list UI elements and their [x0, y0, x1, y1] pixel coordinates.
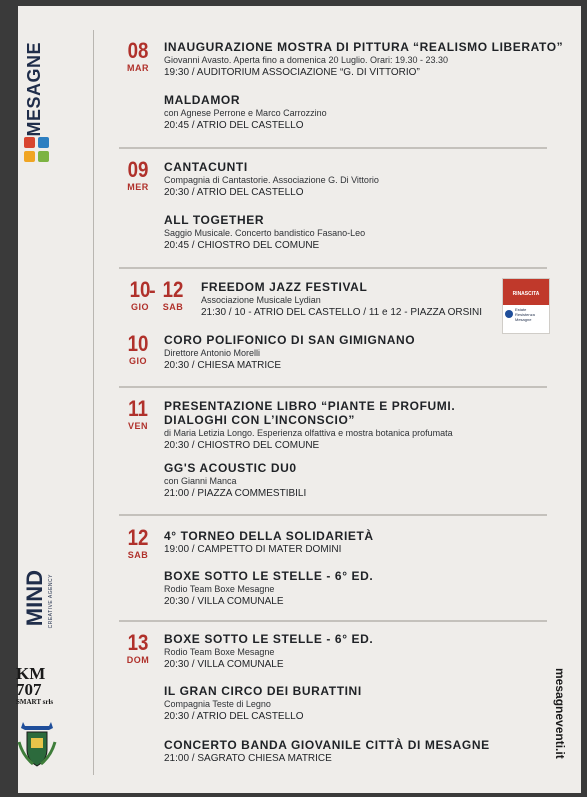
home-icon [38, 137, 49, 148]
event-subtitle: Rodio Team Boxe Mesagne [164, 584, 275, 594]
event [164, 40, 563, 79]
event-time-place: 20:30 / CHIESA MATRICE [164, 360, 282, 371]
section-separator [119, 147, 547, 149]
day-number: 09 [127, 157, 149, 182]
event-subtitle: Saggio Musicale. Concerto bandistico Fasano-Leo [164, 228, 366, 238]
rinascita-logo [502, 278, 550, 334]
event-time-place: 20:30 / ATRIO DEL CASTELLO [164, 187, 304, 198]
city-crest-icon [17, 722, 57, 770]
event-title: PRESENTAZIONE LIBRO “PIANTE E PROFUMI. [164, 399, 456, 413]
date-13 [122, 632, 154, 666]
mind-logo [22, 570, 72, 645]
event-time-place: 21:00 / SAGRATO CHIESA MATRICE [164, 753, 332, 764]
section-separator [119, 267, 547, 269]
event-subtitle: Compagnia di Cantastorie. Associazione G. Di Vittorio [164, 175, 379, 185]
rinascita-subtitle: Estate Resistenza Mesagne [515, 307, 535, 322]
website-url[interactable]: mesagneventi.it [553, 668, 567, 759]
date-08 [122, 40, 154, 74]
weekday: SAB [162, 302, 184, 312]
event-title: CORO POLIFONICO DI SAN GIMIGNANO [164, 333, 416, 347]
event-subtitle: con Agnese Perrone e Marco Carrozzino [164, 108, 327, 118]
brand-name: MESAGNE [24, 42, 44, 137]
event-title: BOXE SOTTO LE STELLE - 6° ED. [164, 632, 374, 646]
date-11 [122, 398, 154, 432]
play-icon [24, 137, 35, 148]
mind-logo-subtitle: CREATIVE AGENCY [48, 574, 54, 629]
day-number: 12 [127, 525, 149, 550]
rinascita-dot-icon [505, 310, 513, 318]
weekday: SAB [127, 550, 149, 560]
event-time-place: 20:45 / CHIOSTRO DEL COMUNE [164, 240, 320, 251]
event [164, 213, 365, 252]
event-title: MALDAMOR [164, 93, 241, 107]
weekday: MER [127, 182, 149, 192]
event [164, 569, 373, 608]
event [164, 684, 362, 723]
date-12-range [158, 279, 188, 313]
event-title: IL GRAN CIRCO DEI BURATTINI [164, 684, 362, 698]
weekday: MAR [127, 63, 149, 73]
event-subtitle: Giovanni Avasto. Aperta fino a domenica 20 Luglio. Orari: 19.30 - 23.30 [164, 55, 449, 65]
weekday: GIO [128, 356, 147, 366]
day-number: 11 [128, 396, 148, 421]
day-number: 10 [127, 331, 149, 356]
brand-icons [24, 137, 50, 163]
event [164, 93, 327, 132]
day-number: 13 [127, 630, 149, 655]
event-title: 4° TORNEO DELLA SOLIDARIETÀ [164, 529, 374, 543]
event-time-place: 21:00 / PIAZZA COMMESTIBILI [164, 488, 307, 499]
event-time-place: 20:30 / VILLA COMUNALE [164, 596, 284, 607]
event-subtitle: con Gianni Manca [164, 476, 237, 486]
event-title: FREEDOM JAZZ FESTIVAL [201, 280, 368, 294]
event [164, 399, 455, 452]
vertical-divider [93, 30, 94, 775]
day-number: 10 [129, 277, 151, 302]
event-subtitle: Rodio Team Boxe Mesagne [164, 647, 275, 657]
section-separator [119, 514, 547, 516]
day-number: 08 [127, 38, 149, 63]
event-title: GG'S ACOUSTIC DU0 [164, 461, 297, 475]
event-subtitle: Compagnia Teste di Legno [164, 699, 271, 709]
event [164, 738, 490, 765]
event-time-place: 19:30 / AUDITORIUM ASSOCIAZIONE “G. DI VITTORIO” [164, 67, 420, 78]
event-title-line2: DIALOGHI CON L’INCONSCIO” [164, 413, 356, 427]
date-range-dash: - [149, 280, 156, 302]
weekday: DOM [126, 655, 150, 665]
film-icon [24, 151, 35, 162]
event-title: CONCERTO BANDA GIOVANILE CITTÀ DI MESAGNE [164, 738, 490, 752]
km-logo-line1: KM [16, 664, 46, 683]
event [164, 632, 373, 671]
event-time-place: 20:30 / VILLA COMUNALE [164, 659, 284, 670]
date-09 [122, 159, 154, 193]
mind-logo-text: MIND [22, 570, 47, 627]
event-time-place: 21:30 / 10 - ATRIO DEL CASTELLO / 11 e 12 - PIAZZA ORSINI [201, 307, 483, 318]
event-time-place: 20:30 / ATRIO DEL CASTELLO [164, 711, 304, 722]
event [164, 529, 374, 556]
event-subtitle: Associazione Musicale Lydian [201, 295, 321, 305]
event [164, 160, 379, 199]
event [164, 333, 415, 372]
event [164, 461, 306, 500]
weekday: GIO [130, 302, 149, 312]
event-time-place: 20:45 / ATRIO DEL CASTELLO [164, 120, 304, 131]
music-icon [38, 151, 49, 162]
date-12 [122, 527, 154, 561]
weekday: VEN [127, 421, 148, 431]
section-separator [119, 386, 547, 388]
event-subtitle: di Maria Letizia Longo. Esperienza olfattiva e mostra botanica profumata [164, 428, 453, 438]
section-separator [119, 620, 547, 622]
event-time-place: 19:00 / CAMPETTO DI MATER DOMINI [164, 544, 342, 555]
mesagne-logo [24, 42, 44, 137]
rinascita-title: RINASCITA [503, 279, 549, 305]
day-number: 12 [162, 277, 184, 302]
event [201, 280, 482, 319]
event-title: CANTACUNTI [164, 160, 248, 174]
event-title: BOXE SOTTO LE STELLE - 6° ED. [164, 569, 374, 583]
km-logo-line2: 707 [16, 680, 42, 699]
event-subtitle: Direttore Antonio Morelli [164, 348, 261, 358]
date-10 [122, 333, 154, 367]
event-title: ALL TOGETHER [164, 213, 265, 227]
event-time-place: 20:30 / CHIOSTRO DEL COMUNE [164, 440, 320, 451]
km-logo-sub: SMART srls [16, 698, 54, 706]
km707-logo [16, 666, 76, 707]
event-title: INAUGURAZIONE MOSTRA DI PITTURA “REALISMO LIBERATO” [164, 40, 564, 54]
